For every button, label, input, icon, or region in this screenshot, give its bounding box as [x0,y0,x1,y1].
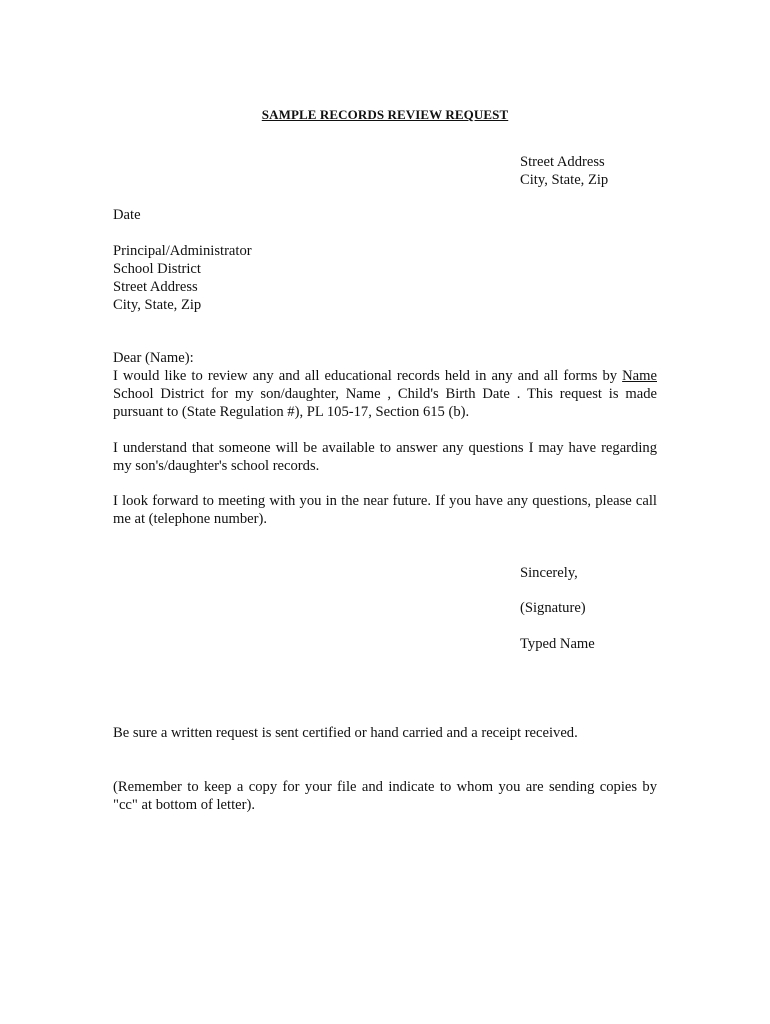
signature-placeholder: (Signature) [520,600,586,616]
note-certified: Be sure a written request is sent certified or hand carried and a receipt received. [113,725,578,741]
date-line: Date [113,207,141,223]
body-paragraph-1 [113,367,657,421]
typed-name: Typed Name [520,636,595,652]
district-name-link: Name [622,368,657,384]
closing: Sincerely, [520,565,578,581]
recipient-district: School District [113,261,201,277]
recipient-city-state-zip: City, State, Zip [113,297,202,313]
letter-title: SAMPLE RECORDS REVIEW REQUEST [261,107,509,122]
note-copy-reminder: (Remember to keep a copy for your file and indicate to whom you are sending copies by "cc" at bottom of letter). [113,779,657,813]
body-paragraph-1-part2: School District for my son/daughter, Name , Child's Birth Date . This request is made pursuant to (State Regulation #), PL 105-17, Section 615 (b). [113,386,657,420]
body-paragraph-1-part1: I would like to review any and all educational records held in any and all forms by [113,368,623,384]
recipient-street: Street Address [113,279,198,295]
sender-city-state-zip: City, State, Zip [520,172,609,188]
salutation: Dear (Name): [113,350,194,366]
recipient-title: Principal/Administrator [113,243,252,259]
sender-street: Street Address [520,154,605,170]
body-paragraph-3: I look forward to meeting with you in the near future. If you have any questions, please call me at (telephone number). [113,493,657,527]
body-paragraph-2: I understand that someone will be available to answer any questions I may have regarding my son's/daughter's school records. [113,440,657,474]
